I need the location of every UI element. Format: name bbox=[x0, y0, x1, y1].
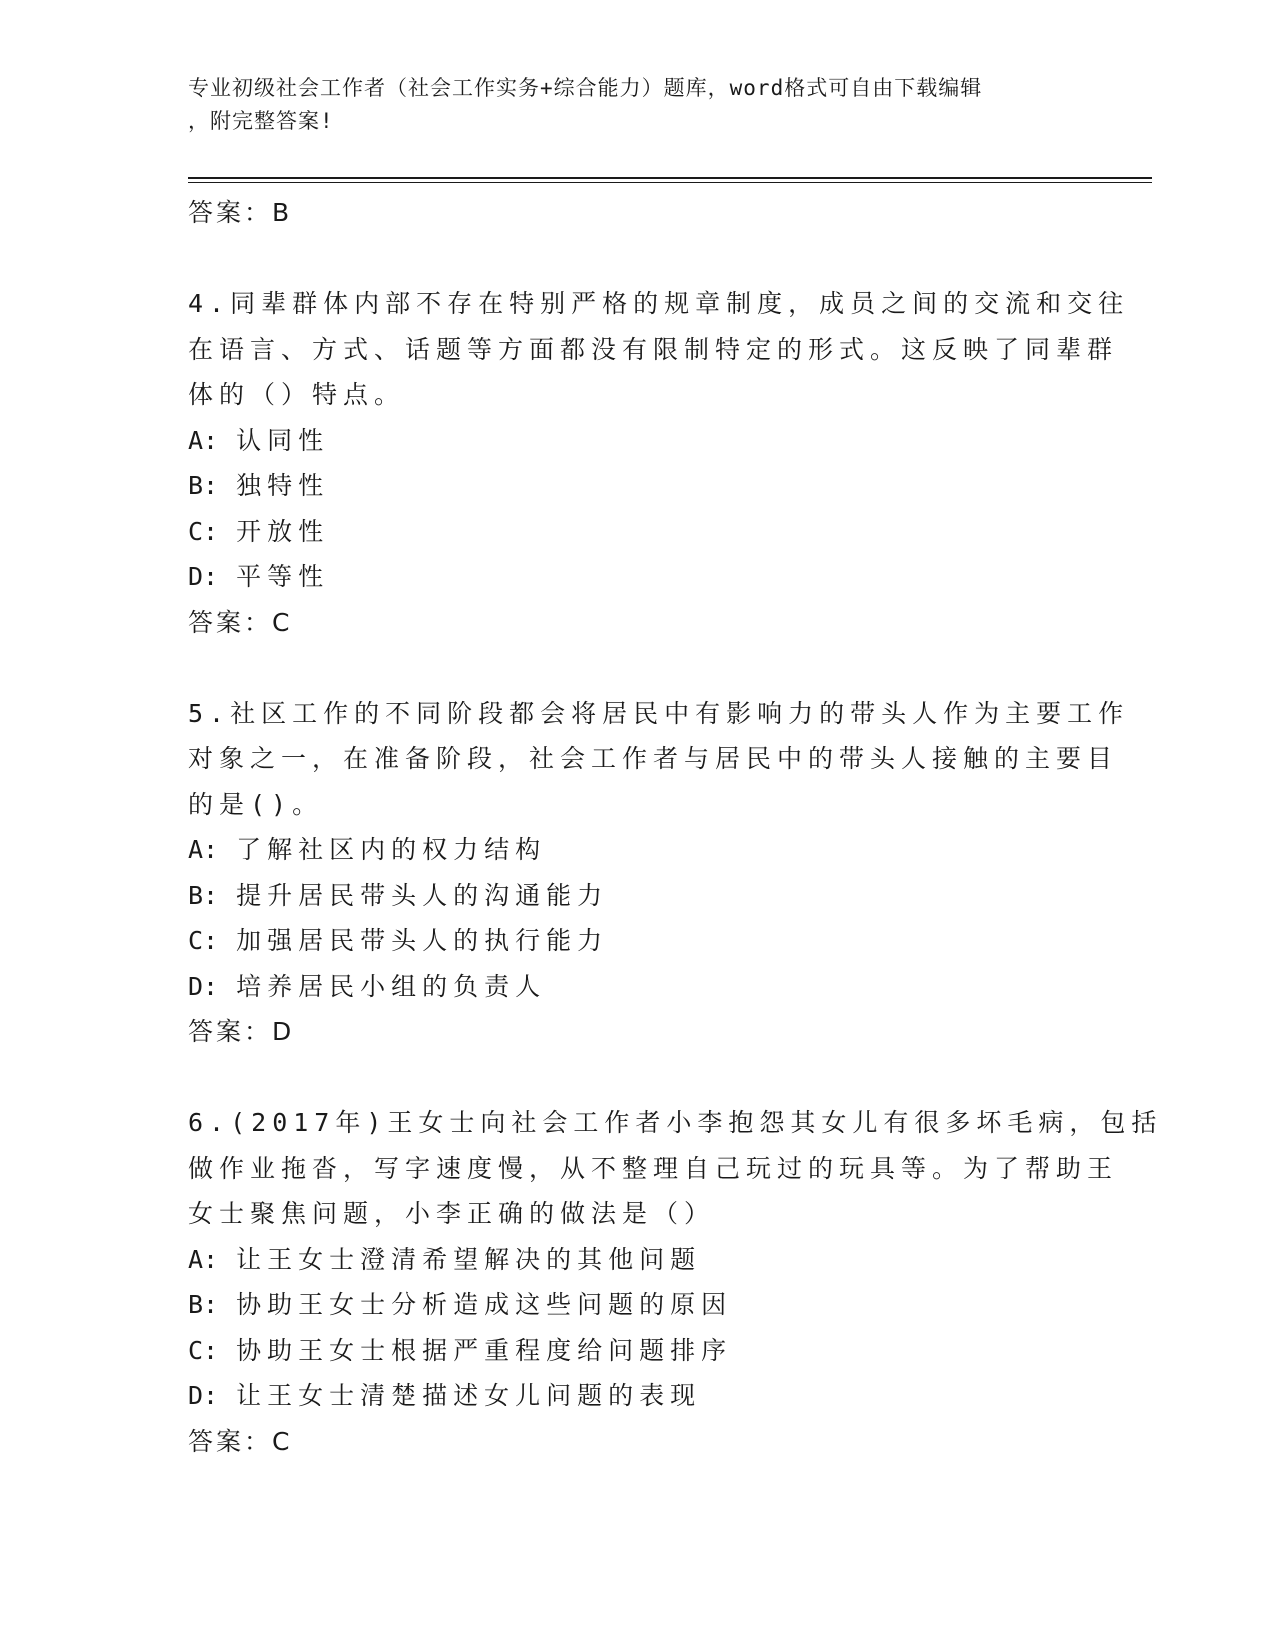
question-stem-line: 女士聚焦问题，小李正确的做法是（） bbox=[188, 1199, 716, 1228]
previous-answer bbox=[188, 190, 1088, 236]
option-text: 协助王女士根据严重程度给问题排序 bbox=[236, 1335, 733, 1365]
option-text: 协助王女士分析造成这些问题的原因 bbox=[236, 1290, 733, 1319]
option-a bbox=[188, 418, 1088, 464]
question-stem-line: 5.社区工作的不同阶段都会将居民中有影响力的带头人作为主要工作 bbox=[188, 698, 1130, 728]
option-b bbox=[188, 463, 1088, 509]
option-d bbox=[188, 554, 1088, 600]
answer-value: C bbox=[272, 607, 292, 637]
question-stem-line: 的是()。 bbox=[188, 789, 324, 819]
answer-value: D bbox=[272, 1017, 294, 1046]
option-key: B: bbox=[188, 1290, 219, 1319]
question-stem-line: 体的（）特点。 bbox=[188, 380, 406, 409]
option-text: 了解社区内的权力结构 bbox=[236, 835, 547, 864]
question-stem-line: 6.(2017年)王女士向社会工作者小李抱怨其女儿有很多坏毛病，包括 bbox=[188, 1108, 1163, 1137]
spacer bbox=[188, 236, 1088, 282]
question-stem-line: 对象之一，在准备阶段，社会工作者与居民中的带头人接触的主要目 bbox=[188, 744, 1119, 773]
option-text: 让王女士澄清希望解决的其他问题 bbox=[236, 1244, 702, 1274]
answer-label: 答案： bbox=[188, 1017, 273, 1046]
question-4 bbox=[188, 281, 1130, 645]
answer-label: 答案： bbox=[188, 198, 273, 227]
option-text: 平等性 bbox=[236, 562, 330, 591]
option-text: 培养居民小组的负责人 bbox=[236, 971, 547, 1001]
option-key: D: bbox=[188, 562, 219, 591]
answer-label: 答案： bbox=[188, 1426, 273, 1456]
option-text: 认同性 bbox=[236, 425, 330, 455]
option-c bbox=[188, 1328, 1088, 1374]
option-d bbox=[188, 964, 1088, 1010]
question-answer bbox=[188, 1419, 1088, 1465]
option-key: D: bbox=[188, 1381, 219, 1410]
option-b bbox=[188, 1282, 1088, 1328]
option-b bbox=[188, 873, 1088, 919]
option-key: A: bbox=[188, 425, 219, 455]
option-text: 提升居民带头人的沟通能力 bbox=[236, 880, 609, 910]
option-a bbox=[188, 1237, 1088, 1283]
header-divider-thin bbox=[188, 182, 1152, 183]
option-text: 独特性 bbox=[236, 471, 330, 500]
option-text: 加强居民带头人的执行能力 bbox=[236, 926, 609, 955]
answer-label: 答案： bbox=[188, 607, 273, 637]
option-a bbox=[188, 827, 1088, 873]
page-header bbox=[188, 72, 1088, 138]
question-stem-line: 在语言、方式、话题等方面都没有限制特定的形式。这反映了同辈群 bbox=[188, 334, 1119, 364]
option-text: 让王女士清楚描述女儿问题的表现 bbox=[236, 1381, 702, 1410]
option-key: C: bbox=[188, 516, 219, 546]
answer-value: C bbox=[272, 1426, 292, 1456]
option-c bbox=[188, 918, 1088, 964]
question-answer bbox=[188, 1009, 1088, 1055]
option-d bbox=[188, 1373, 1088, 1419]
option-c bbox=[188, 509, 1088, 555]
option-key: A: bbox=[188, 835, 219, 864]
question-5 bbox=[188, 691, 1130, 1055]
spacer bbox=[188, 1055, 1088, 1101]
header-title-line-2: ，附完整答案! bbox=[188, 109, 334, 133]
option-key: A: bbox=[188, 1244, 219, 1274]
header-divider-thick bbox=[188, 177, 1152, 179]
option-key: C: bbox=[188, 926, 219, 955]
question-list bbox=[188, 190, 1163, 1464]
question-6 bbox=[188, 1100, 1163, 1464]
option-text: 开放性 bbox=[236, 516, 330, 546]
question-stem-line: 4.同辈群体内部不存在特别严格的规章制度，成员之间的交流和交往 bbox=[188, 289, 1130, 318]
option-key: B: bbox=[188, 880, 219, 910]
header-title-line-1: 专业初级社会工作者（社会工作实务+综合能力）题库，word格式可自由下载编辑 bbox=[188, 76, 983, 100]
question-stem-line: 做作业拖沓，写字速度慢，从不整理自己玩过的玩具等。为了帮助王 bbox=[188, 1153, 1119, 1183]
question-answer bbox=[188, 600, 1088, 646]
option-key: C: bbox=[188, 1335, 219, 1365]
answer-value: B bbox=[272, 198, 292, 227]
spacer bbox=[188, 645, 1088, 691]
option-key: B: bbox=[188, 471, 219, 500]
option-key: D: bbox=[188, 971, 219, 1001]
